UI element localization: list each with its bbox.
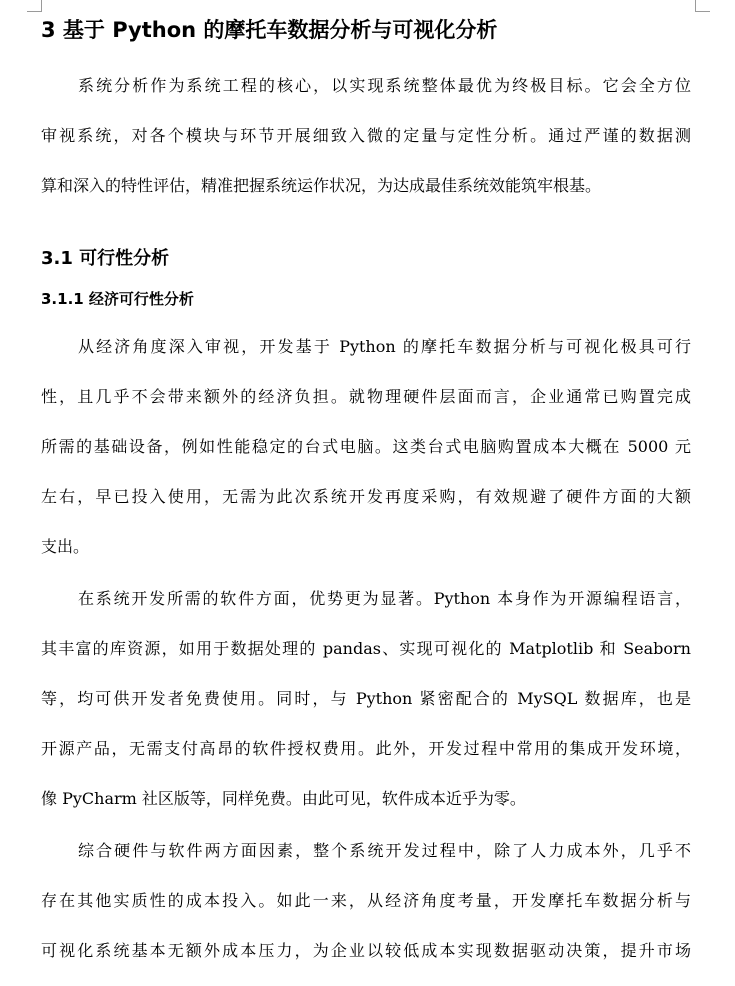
heading-subsection: 3.1.1 经济可行性分析 <box>41 290 194 308</box>
paragraph-line: 算和深入的特性评估，精准把握系统运作状况，为达成最佳系统效能筑牢根基。 <box>41 176 602 195</box>
paragraph-line: 在系统开发所需的软件方面，优势更为显著。Python 本身作为开源编程语言， <box>78 589 691 608</box>
paragraph-line: 综合硬件与软件两方面因素，整个系统开发过程中，除了人力成本外，几乎不 <box>78 841 691 860</box>
page-corner-mark-right <box>695 0 710 12</box>
paragraph-line: 从经济角度深入审视，开发基于 Python 的摩托车数据分析与可视化极具可行 <box>78 337 691 356</box>
paragraph-line: 审视系统，对各个模块与环节开展细致入微的定量与定性分析。通过严谨的数据测 <box>41 126 691 145</box>
paragraph-line: 支出。 <box>41 537 90 556</box>
heading-section: 3.1 可行性分析 <box>41 248 170 269</box>
page-corner-mark-left <box>27 0 42 12</box>
paragraph-line: 存在其他实质性的成本投入。如此一来，从经济角度考量，开发摩托车数据分析与 <box>41 891 691 910</box>
paragraph-line: 所需的基础设备，例如性能稳定的台式电脑。这类台式电脑购置成本大概在 5000 元 <box>41 437 691 456</box>
paragraph-hardware <box>41 322 691 572</box>
heading-chapter: 3 基于 Python 的摩托车数据分析与可视化分析 <box>41 18 498 42</box>
paragraph-summary <box>41 826 691 976</box>
paragraph-line: 等，均可供开发者免费使用。同时，与 Python 紧密配合的 MySQL 数据库，也是 <box>41 689 691 708</box>
paragraph-line: 系统分析作为系统工程的核心，以实现系统整体最优为终极目标。它会全方位 <box>78 76 691 95</box>
paragraph-line: 左右，早已投入使用，无需为此次系统开发再度采购，有效规避了硬件方面的大额 <box>41 487 691 506</box>
paragraph-line: 性，且几乎不会带来额外的经济负担。就物理硬件层面而言，企业通常已购置完成 <box>41 387 691 406</box>
paragraph-line: 其丰富的库资源，如用于数据处理的 pandas、实现可视化的 Matplotlib 和 Seaborn <box>41 639 691 658</box>
paragraph-software <box>41 574 691 824</box>
paragraph-line: 可视化系统基本无额外成本压力，为企业以较低成本实现数据驱动决策，提升市场 <box>41 941 691 960</box>
intro-paragraph <box>41 61 691 211</box>
paragraph-line: 开源产品，无需支付高昂的软件授权费用。此外，开发过程中常用的集成开发环境， <box>41 739 691 758</box>
paragraph-line: 像 PyCharm 社区版等，同样免费。由此可见，软件成本近乎为零。 <box>41 789 526 808</box>
